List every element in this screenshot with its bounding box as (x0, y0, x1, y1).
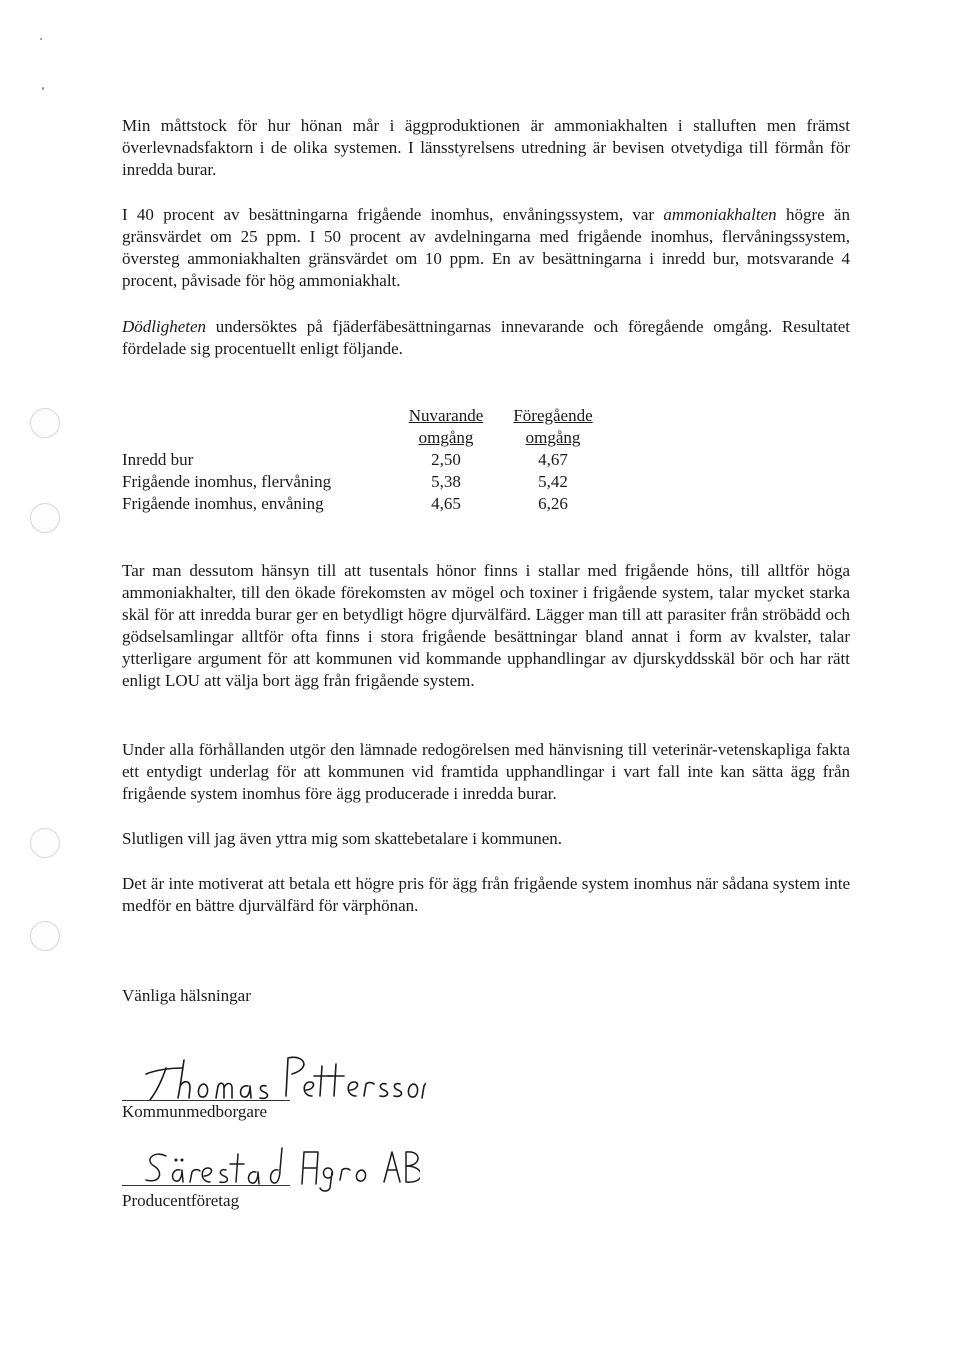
punch-hole (30, 828, 60, 858)
paragraph-ammonia-part2: högre än gränsvärdet om 25 ppm. I 50 procent av avdelningarna med frigående inomhus, flervåningssystem, översteg ammoniakhalten gränsvärdet om 10 ppm. En av besättningarna i inredd bur, motsvarande 4 procent, påvisade för hög ammoniakhalt. (122, 205, 850, 290)
paragraph-ammonia (122, 204, 850, 292)
paragraph-welfare: Tar man dessutom hänsyn till att tusentals hönor finns i stallar med frigående höns, till alltför höga ammoniakhalter, till den ökade förekomsten av mögel och toxiner i frigående system, talar mycket starka skäl för att inredda burar ger en betydligt högre djurvälfärd. Lägger man till att parasiter från ströbädd och gödselsamlingar alltför ofta finns i stora frigående besättningar bland annat i form av kvalster, talar ytterligare argument för att kommunen vid kommande upphandlingar av djurskyddsskäl bör och har rätt enligt LOU att välja bort ägg från frigående system. (122, 561, 850, 690)
paragraph-taxpayer: Slutligen vill jag även yttra mig som skattebetalare i kommunen. (122, 829, 563, 848)
paragraph-conclusion: Under alla förhållanden utgör den lämnade redogörelsen med hänvisning till veterinär-vetenskapliga fakta ett entydigt underlag för att kommunen vid framtida upphandlingar i vart fall inte kan sätta ägg från frigående system inomhus före ägg producerade i inredda burar. (122, 740, 850, 803)
table-cell-previous: 4,67 (538, 450, 568, 469)
table-header-previous: Föregående (513, 406, 593, 425)
closing-greeting: Vänliga hälsningar (122, 986, 251, 1005)
punch-hole (30, 503, 60, 533)
table-cell-current: 4,65 (431, 494, 461, 513)
table-cell-previous: 5,42 (538, 472, 568, 491)
signature-caption-citizen: Kommunmedborgare (122, 1102, 268, 1121)
scan-speck (42, 87, 44, 90)
signature-caption-producer: Producentföretag (122, 1191, 240, 1210)
table-row-label: Frigående inomhus, envåning (122, 494, 324, 513)
table-header-previous-sub: omgång (525, 428, 581, 447)
paragraph-mortality-rest: undersöktes på fjäderfäbesättningarnas innevarande och föregående omgång. Resultatet fördelade sig procentuellt enligt följande. (122, 317, 850, 358)
table-row-label: Inredd bur (122, 450, 194, 469)
term-ammonia: ammoniakhalten (663, 205, 777, 224)
table-cell-current: 5,38 (431, 472, 461, 491)
paragraph-ammonia-part1: I 40 procent av besättningarna frigående inomhus, envåningssystem, var (122, 205, 664, 224)
signature-thomas-pettersson (136, 1046, 426, 1106)
table-header-current: Nuvarande (408, 406, 484, 425)
term-mortality: Dödligheten (122, 317, 207, 336)
signature-line (122, 1185, 290, 1186)
table-cell-previous: 6,26 (538, 494, 568, 513)
punch-hole (30, 921, 60, 951)
punch-hole (30, 408, 60, 438)
table-row-label: Frigående inomhus, flervåning (122, 472, 332, 491)
table-cell-current: 2,50 (431, 450, 461, 469)
scan-speck (40, 38, 42, 40)
paragraph-survival: Min måttstock för hur hönan mår i äggproduktionen är ammoniakhalten i stalluften men främst överlevnadsfaktorn i de olika systemen. I länsstyrelsens utredning är bevisen otvetydiga till förmån för inredda burar. (122, 116, 850, 179)
paragraph-mortality (122, 316, 850, 360)
table-header-current-sub: omgång (418, 428, 474, 447)
paragraph-price: Det är inte motiverat att betala ett högre pris för ägg från frigående system inomhus när sådana system inte medför en bättre djurvälfärd för värphönan. (122, 874, 850, 915)
